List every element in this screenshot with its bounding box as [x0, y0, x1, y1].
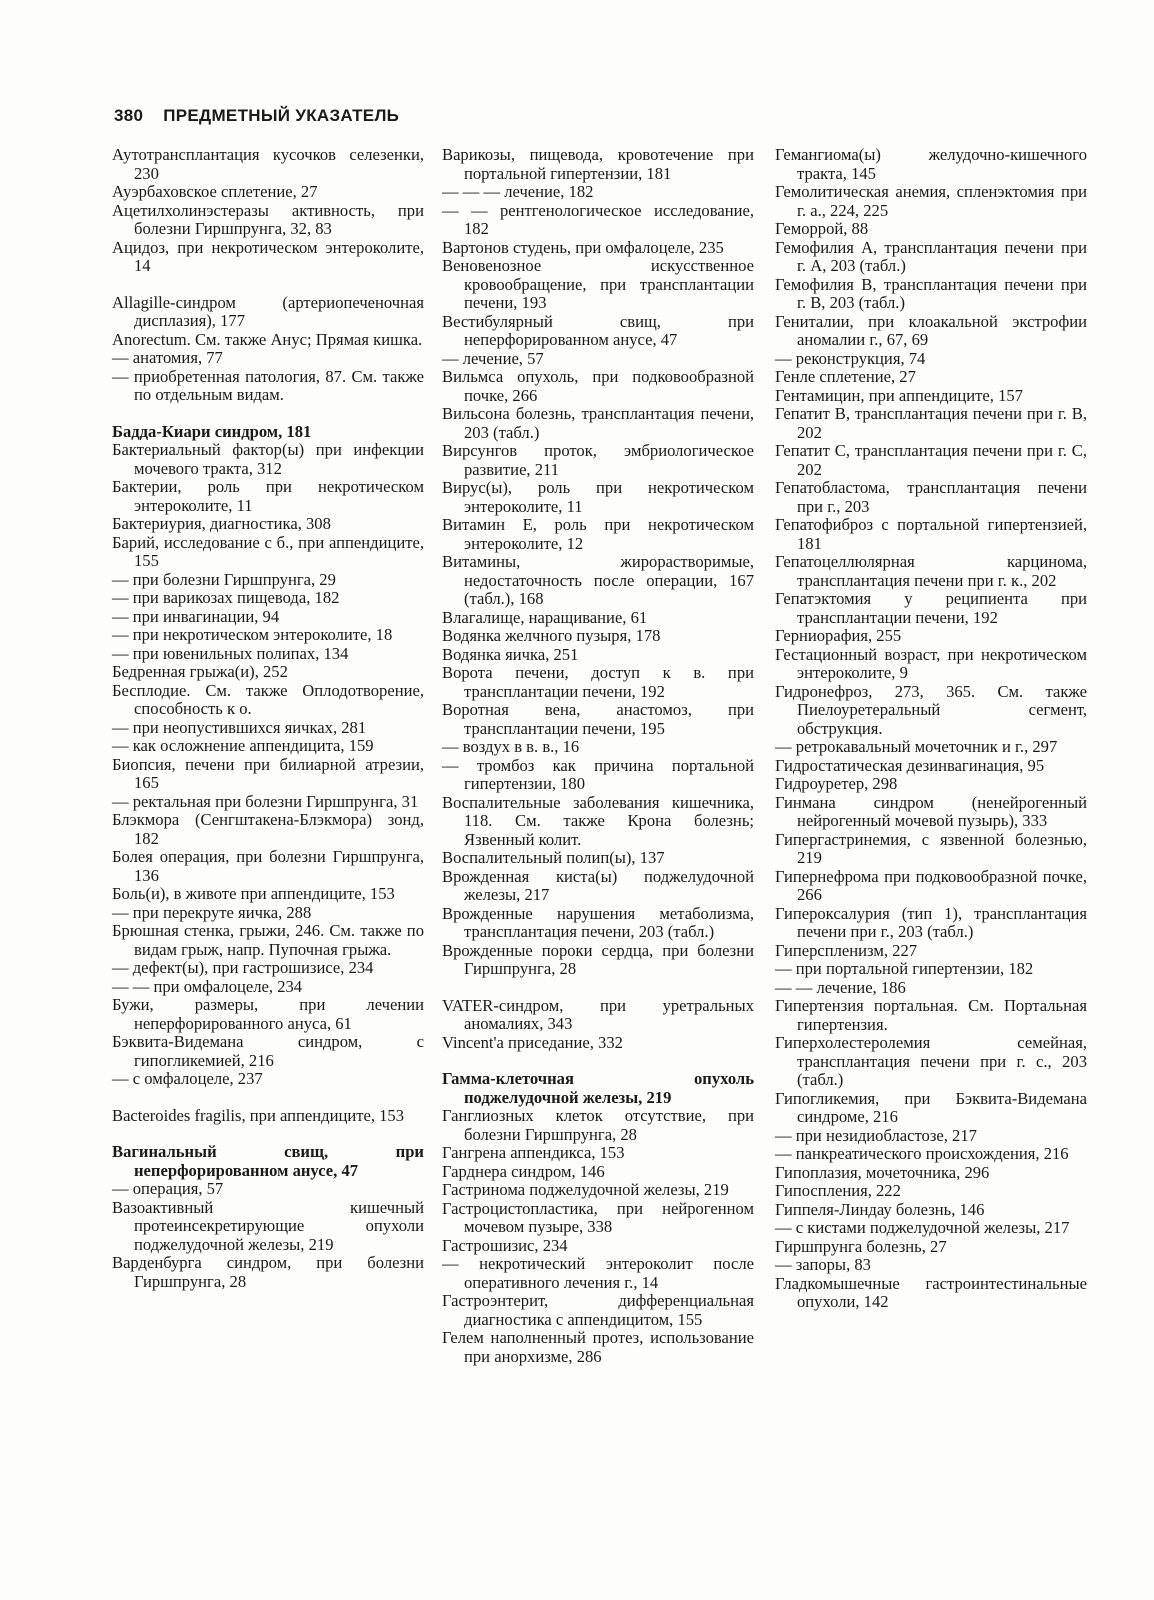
index-entry: Гамма-клеточная опухоль поджелудочной железы, 219: [442, 1069, 754, 1107]
index-entry: Биопсия, печени при билиарной атрезии, 165: [112, 754, 424, 792]
index-entry: Воспалительные заболевания кишечника, 118. См. также Крона болезнь; Язвенный колит.: [442, 792, 754, 849]
index-entry: — при портальной гипертензии, 182: [775, 959, 1034, 978]
index-entry: Варикозы, пищевода, кровотечение при портальной гипертензии, 181: [442, 145, 754, 183]
index-entry: Гипогликемия, при Бэквита-Видемана синдроме, 216: [775, 1088, 1087, 1126]
index-entry: Бесплодие. См. также Оплодотворение, способность к о.: [112, 680, 424, 718]
index-entry: Вагинальный свищ, при неперфорированном анусе, 47: [112, 1142, 424, 1180]
index-entry: Вильмса опухоль, при подковообразной почке, 266: [442, 367, 754, 405]
index-entry: Гепатит В, трансплантация печени при г. В, 202: [775, 404, 1087, 442]
index-entry: — панкреатического происхождения, 216: [775, 1144, 1069, 1163]
index-entry: Веновенозное искусственное кровообращение, при трансплантации печени, 193: [442, 256, 754, 312]
index-entry: Гидростатическая дезинвагинация, 95: [775, 755, 1045, 775]
index-entry: — при перекруте яичка, 288: [112, 902, 312, 922]
index-entry: Блэкмора (Сенгштакена-Блэкмора) зонд, 182: [112, 810, 424, 848]
index-entry: Вирус(ы), роль при некротическом энтероколите, 11: [442, 478, 754, 516]
index-entry: — лечение, 57: [442, 348, 544, 368]
index-entry: Врожденная киста(ы) поджелудочной железы, 217: [442, 866, 754, 904]
index-entry: — при незидиобластозе, 217: [775, 1125, 977, 1145]
page-header: [114, 106, 399, 126]
page-number: 380: [114, 106, 144, 125]
index-entry: Бедренная грыжа(и), 252: [112, 662, 288, 681]
index-entry: Гиппеля-Линдау болезнь, 146: [775, 1199, 985, 1219]
index-entry: Гипернефрома при подковообразной почке, 266: [775, 866, 1087, 904]
index-entry: Гладкомышечные гастроинтестинальные опухоли, 142: [775, 1273, 1087, 1311]
index-entry: — ретрокавальный мочеточник и г., 297: [775, 737, 1058, 756]
index-entry: — при инвагинации, 94: [112, 606, 280, 626]
index-entry: Гиперспленизм, 227: [775, 940, 918, 960]
index-entry: Вестибулярный свищ, при неперфорированном анусе, 47: [442, 311, 754, 349]
index-column-2: [442, 146, 754, 1366]
page-title: ПРЕДМЕТНЫЙ УКАЗАТЕЛЬ: [163, 106, 400, 125]
index-entry: — при некротическом энтероколите, 18: [112, 625, 393, 644]
index-entry: Бэквита-Видемана синдром, с гипогликемией, 216: [112, 1032, 424, 1070]
index-entry: Воротная вена, анастомоз, при трансплантации печени, 195: [442, 700, 754, 738]
index-entry: Ворота печени, доступ к в. при трансплантации печени, 192: [442, 663, 754, 701]
index-entry: — анатомия, 77: [112, 348, 223, 367]
index-entry: Вазоактивный кишечный протеинсекретирующие опухоли поджелудочной железы, 219: [112, 1197, 424, 1254]
index-entry: Гепатобластома, трансплантация печени при г., 203: [775, 478, 1087, 516]
index-entry: — при варикозах пищевода, 182: [112, 588, 340, 607]
index-entry: Бадда-Киари синдром, 181: [112, 421, 312, 441]
index-entry: Гипергастринемия, с язвенной болезнью, 219: [775, 829, 1087, 867]
index-entry: — как осложнение аппендицита, 159: [112, 736, 374, 755]
index-entry: Гипоплазия, мочеточника, 296: [775, 1162, 990, 1182]
index-entry: — при ювенильных полипах, 134: [112, 643, 349, 663]
index-entry: — при неопустившихся яичках, 281: [112, 717, 367, 737]
index-entry: Гемофилия В, трансплантация печени при г. В, 203 (табл.): [775, 274, 1087, 312]
index-entry: — с омфалоцеле, 237: [112, 1069, 263, 1088]
index-entry: Ацетилхолинэстеразы активность, при болезни Гиршпрунга, 32, 83: [112, 200, 424, 238]
index-entry: — — лечение, 186: [775, 977, 906, 997]
index-entry: — ректальная при болезни Гиршпрунга, 31: [112, 791, 419, 811]
index-entry: Варденбурга синдром, при болезни Гиршпрунга, 28: [112, 1253, 424, 1291]
index-entry: — воздух в в. в., 16: [442, 737, 580, 756]
index-entry: Allagille-синдром (артериопеченочная дисплазия), 177: [112, 292, 424, 330]
index-entry: Водянка яичка, 251: [442, 644, 579, 664]
index-entry: Ганглиозных клеток отсутствие, при болезни Гиршпрунга, 28: [442, 1106, 754, 1144]
index-entry: Гангрена аппендикса, 153: [442, 1143, 625, 1162]
index-entry: — — рентгенологическое исследование, 182: [442, 200, 754, 238]
index-column-3: [775, 146, 1087, 1312]
index-entry: — с кистами поджелудочной железы, 217: [775, 1218, 1070, 1237]
index-entry: — тромбоз как причина портальной гипертензии, 180: [442, 755, 754, 793]
index-entry: — операция, 57: [112, 1179, 224, 1198]
index-entry: Гиперхолестеролемия семейная, трансплантация печени при г. с., 203 (табл.): [775, 1033, 1087, 1089]
index-entry: Гениталии, при клоакальной экстрофии аномалии г., 67, 69: [775, 311, 1087, 349]
index-entry: — — при омфалоцеле, 234: [112, 976, 303, 996]
index-entry: Гастринома поджелудочной железы, 219: [442, 1180, 729, 1199]
index-entry: — приобретенная патология, 87. См. также по отдельным видам.: [112, 366, 424, 404]
index-entry: Anorectum. См. также Анус; Прямая кишка.: [112, 329, 423, 349]
index-entry: Генле сплетение, 27: [775, 367, 916, 386]
index-entry: Гинмана синдром (ненейрогенный нейрогенный мочевой пузырь), 333: [775, 792, 1087, 830]
index-entry: Брюшная стенка, грыжи, 246. См. также по видам грыж, напр. Пупочная грыжа.: [112, 921, 424, 959]
index-entry: Гентамицин, при аппендиците, 157: [775, 385, 1023, 405]
index-entry: Vincent'a приседание, 332: [442, 1032, 623, 1052]
index-entry: Гастроцистопластика, при нейрогенном мочевом пузыре, 338: [442, 1198, 754, 1236]
index-entry: Влагалище, наращивание, 61: [442, 607, 648, 627]
index-entry: Bacteroides fragilis, при аппендиците, 153: [112, 1105, 405, 1125]
index-entry: — некротический энтероколит после оперативного лечения г., 14: [442, 1254, 754, 1292]
index-entry: Гепатит С, трансплантация печени при г. С, 202: [775, 441, 1087, 479]
index-entry: Барий, исследование с б., при аппендиците, 155: [112, 532, 424, 570]
index-entry: Гиршпрунга болезнь, 27: [775, 1236, 947, 1256]
index-entry: Гидронефроз, 273, 365. См. также Пиелоуретеральный сегмент, обструкция.: [775, 681, 1087, 738]
index-entry: Аутотрансплантация кусочков селезенки, 230: [112, 145, 424, 183]
index-entry: Вирсунгов проток, эмбриологическое развитие, 211: [442, 441, 754, 479]
index-entry: Гелем наполненный протез, использование при анорхизме, 286: [442, 1328, 754, 1366]
index-entry: Герниорафия, 255: [775, 626, 902, 645]
index-entry: Гемолитическая анемия, спленэктомия при г. а., 224, 225: [775, 182, 1087, 220]
index-entry: — при болезни Гиршпрунга, 29: [112, 569, 336, 589]
index-entry: — — — лечение, 182: [442, 182, 594, 201]
index-entry: Боль(и), в животе при аппендиците, 153: [112, 884, 395, 903]
index-entry: Гипоспления, 222: [775, 1181, 901, 1200]
index-entry: Вартонов студень, при омфалоцеле, 235: [442, 237, 724, 257]
index-entry: Гидроуретер, 298: [775, 774, 898, 793]
index-entry: VATER-синдром, при уретральных аномалиях, 343: [442, 995, 754, 1033]
index-entry: Гепатофиброз с портальной гипертензией, 181: [775, 515, 1087, 553]
index-entry: Бактериурия, диагностика, 308: [112, 514, 331, 533]
index-entry: Гемангиома(ы) желудочно-кишечного тракта, 145: [775, 145, 1087, 183]
index-entry: Воспалительный полип(ы), 137: [442, 848, 665, 867]
index-entry: Болея операция, при болезни Гиршпрунга, 136: [112, 847, 424, 885]
index-entry: Гипероксалурия (тип 1), трансплантация печени при г., 203 (табл.): [775, 903, 1087, 941]
index-entry: Бужи, размеры, при лечении неперфорированного ануса, 61: [112, 995, 424, 1033]
index-entry: Гарднера синдром, 146: [442, 1161, 605, 1181]
index-entry: Ацидоз, при некротическом энтероколите, 14: [112, 237, 424, 275]
index-entry: — дефект(ы), при гастрошизисе, 234: [112, 958, 374, 977]
index-entry: Гипертензия портальная. См. Портальная гипертензия.: [775, 996, 1087, 1034]
index-entry: Врожденные пороки сердца, при болезни Гиршпрунга, 28: [442, 940, 754, 978]
index-entry: Гепатэктомия у реципиента при трансплантации печени, 192: [775, 589, 1087, 627]
index-entry: Гастрошизис, 234: [442, 1235, 568, 1255]
index-entry: Бактерии, роль при некротическом энтероколите, 11: [112, 477, 424, 515]
index-entry: — реконструкция, 74: [775, 348, 926, 368]
index-entry: Бактериальный фактор(ы) при инфекции мочевого тракта, 312: [112, 440, 424, 478]
index-entry: Гестационный возраст, при некротическом энтероколите, 9: [775, 644, 1087, 682]
index-entry: Водянка желчного пузыря, 178: [442, 626, 661, 645]
index-entry: Гемофилия А, трансплантация печени при г. А, 203 (табл.): [775, 237, 1087, 275]
index-entry: Вильсона болезнь, трансплантация печени, 203 (табл.): [442, 404, 754, 442]
index-column-1: [112, 146, 424, 1291]
index-entry: Витамины, жирорастворимые, недостаточность после операции, 167 (табл.), 168: [442, 552, 754, 608]
index-entry: Витамин Е, роль при некротическом энтероколите, 12: [442, 515, 754, 553]
index-entry: Врожденные нарушения метаболизма, трансплантация печени, 203 (табл.): [442, 903, 754, 941]
index-entry: Ауэрбаховское сплетение, 27: [112, 182, 318, 201]
index-entry: — запоры, 83: [775, 1255, 871, 1274]
index-entry: Гепатоцеллюлярная карцинома, трансплантация печени при г. к., 202: [775, 552, 1087, 590]
index-entry: Гастроэнтерит, дифференциальная диагностика с аппендицитом, 155: [442, 1291, 754, 1329]
index-entry: Геморрой, 88: [775, 219, 869, 238]
